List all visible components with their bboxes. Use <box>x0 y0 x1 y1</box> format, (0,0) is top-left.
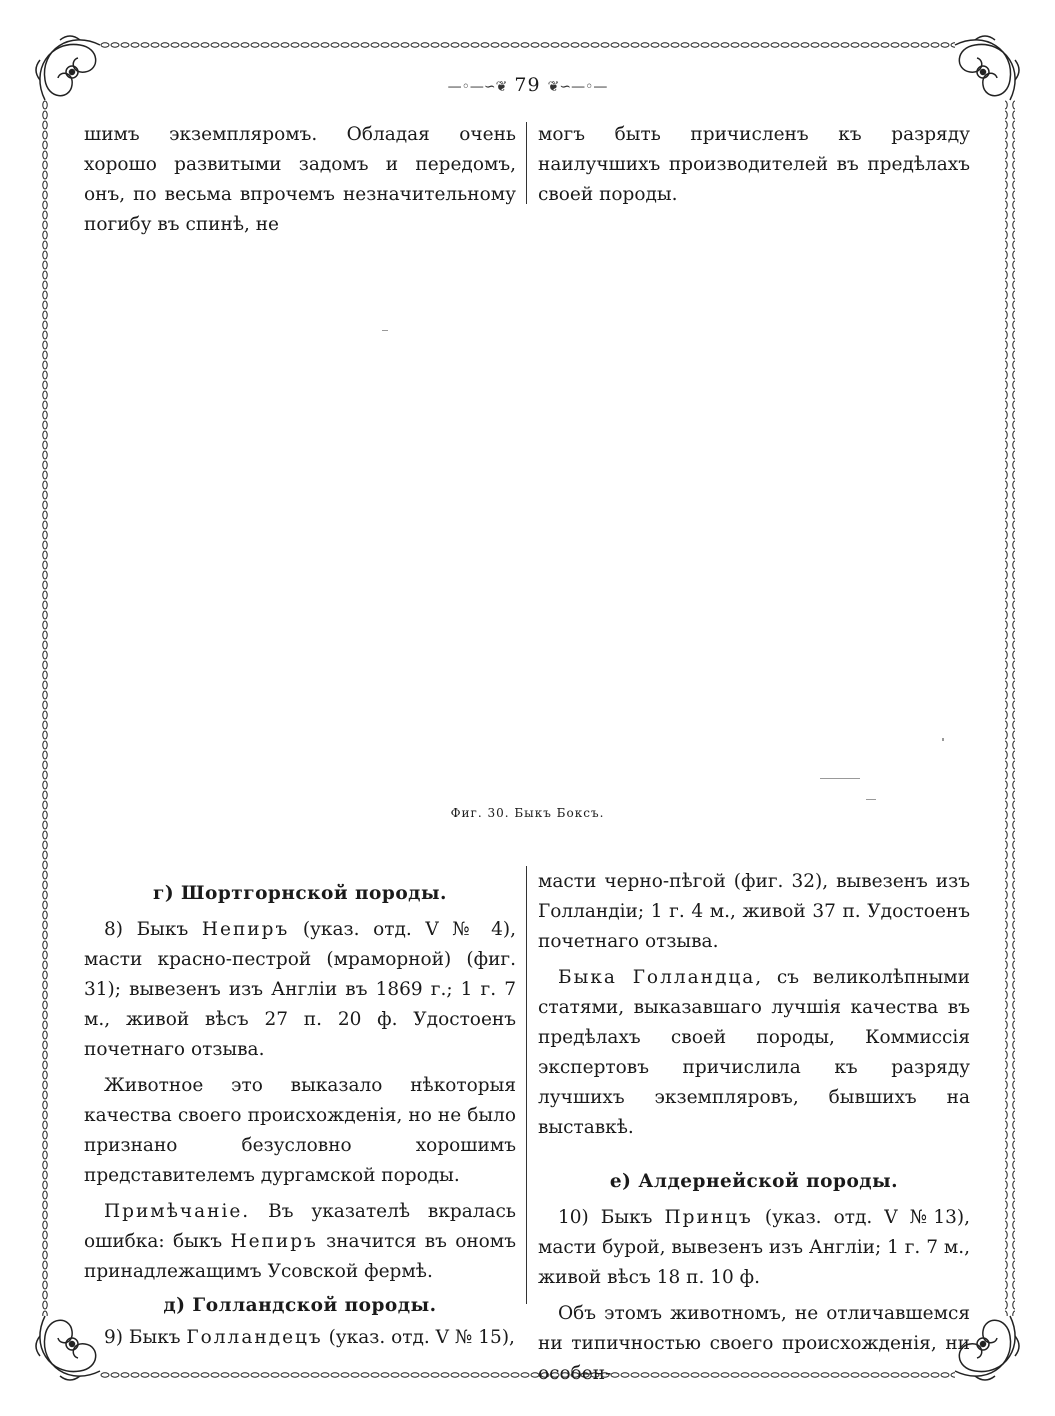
note-label: Примѣчаніе. <box>104 1201 251 1222</box>
header-left-ornament: —◦—∽❦ <box>447 79 508 95</box>
entry-9-comment <box>538 963 970 1143</box>
figure-30-area <box>84 210 970 790</box>
note-text-1: Въ указателѣ вкралась ошибка: быкъ <box>84 1201 516 1252</box>
entry-9-continuation: масти черно-пѣгой (фиг. 32), вывезенъ изъ Голландіи; 1 г. 4 м., живой 37 п. Удостоенъ почетнаго отзыва. <box>538 871 970 952</box>
entry-8-comment: Животное это выказало нѣкоторыя качества своего происхожденія, но не было признано безусловно хорошимъ представителемъ дургамской породы. <box>84 1075 516 1186</box>
top-column-rule <box>526 122 527 204</box>
section-heading-alderney: е) Алдернейской породы. <box>609 1171 899 1192</box>
entry-9-text-left: (указ. отд. V № 15), <box>328 1327 515 1348</box>
page-header <box>0 74 1055 96</box>
section-heading-dutch: д) Голландской породы. <box>163 1295 437 1316</box>
entry-8-paragraph <box>84 915 516 1065</box>
page-number: 79 <box>514 74 541 96</box>
figure-caption: Фиг. 30. Быкъ Боксъ. <box>450 806 605 820</box>
top-left-paragraph: шимъ экземпляромъ. Обладая очень хорошо развитыми задомъ и передомъ, онъ, по весьма впрочемъ незначительному погибу въ спинѣ, не <box>84 124 516 235</box>
entry-8-note <box>84 1197 516 1287</box>
top-right-column <box>538 120 970 210</box>
section-heading-shorthorn: г) Шортгорнской породы. <box>153 883 447 904</box>
entry-8-name: Непиръ <box>201 919 290 940</box>
scan-speck <box>942 738 944 741</box>
entry-10-comment: Объ этомъ животномъ, не отличавшемся ни типичностью своего происхожденія, ни особен- <box>538 1303 970 1384</box>
top-right-paragraph: могъ быть причисленъ къ разряду наилучшихъ производителей въ предѣлахъ своей породы. <box>538 124 970 205</box>
bottom-left-column <box>84 867 516 1353</box>
header-right-ornament: ❦∽—◦— <box>547 79 608 95</box>
scan-speck <box>382 330 388 331</box>
note-name: Непиръ <box>230 1231 318 1252</box>
entry-10-paragraph <box>538 1203 970 1293</box>
entry-9-comment-text: съ великолѣпными статями, выказавшаго лучшія качества въ предѣлахъ своей породы, Коммиссія экспертовъ причислила къ разряду лучшихъ экземпляровъ, бывшихъ на выставкѣ. <box>538 967 970 1138</box>
entry-10-name: Принцъ <box>664 1207 753 1228</box>
scan-speck <box>820 778 860 779</box>
entry-9-comment-name: Быка Голландца, <box>558 967 764 988</box>
entry-10-text: (указ. отд. V №13), масти бурой, вывезенъ изъ Англіи; 1 г. 7 м., живой вѣсъ 18 п. 10 ф. <box>538 1207 970 1288</box>
entry-9-name: Голландецъ <box>186 1327 323 1348</box>
entry-10-number: 10) Быкъ <box>558 1207 653 1228</box>
entry-9-number: 9) Быкъ <box>104 1327 181 1348</box>
entry-9-paragraph <box>84 1323 516 1353</box>
note-text-2: значится въ ономъ принадлежащимъ Усовской фермѣ. <box>84 1231 516 1282</box>
scan-speck <box>866 799 876 800</box>
bottom-right-column <box>538 867 970 1389</box>
bottom-column-rule <box>526 866 527 1304</box>
entry-8-number: 8) Быкъ <box>104 919 189 940</box>
entry-8-text: (указ. отд. V № 4), масти красно-пестрой (мраморной) (фиг. 31); вывезенъ изъ Англіи въ 1869 г.; 1 г. 7 м., живой вѣсъ 27 п. 20 ф. Удостоенъ почетнаго отзыва. <box>84 919 516 1060</box>
